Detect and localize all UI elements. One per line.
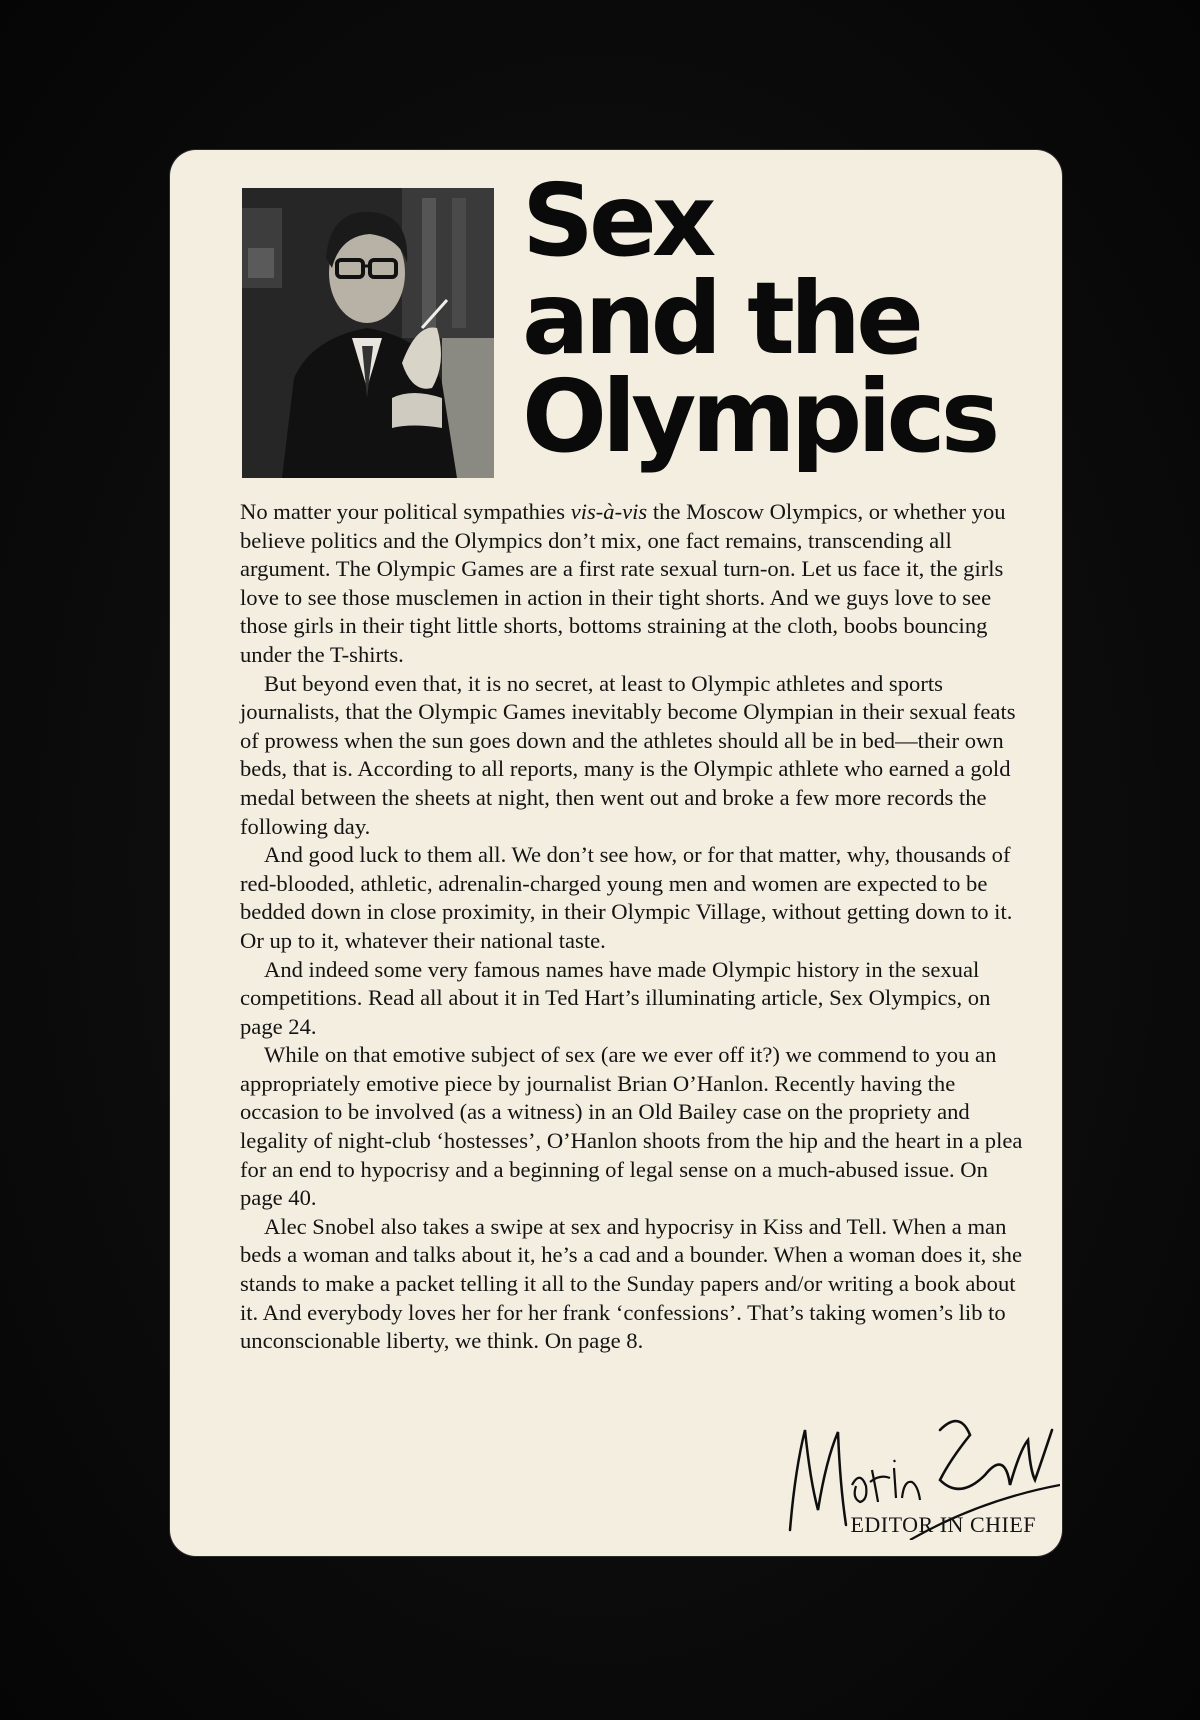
editorial-card: [170, 150, 1062, 1556]
headline: [522, 162, 1042, 475]
headline-line-1: Sex: [522, 162, 712, 279]
vis-a-vis-emphasis: vis-à-vis: [570, 499, 648, 524]
editorial-body: [240, 498, 1030, 1356]
paragraph-6: Alec Snobel also takes a swipe at sex and hypocrisy in Kiss and Tell. When a man beds a woman and talks about it, he’s a cad and a bounder. When a woman does it, she stands to make a packet telling it all to the Sunday papers and/or writing a book about it. And everybody loves her for her frank ‘confessions’. That’s taking women’s lib to unconscionable liberty, we think. On page 8.: [240, 1213, 1022, 1354]
paragraph-3: And good luck to them all. We don’t see how, or for that matter, why, thousands of red-blooded, athletic, adrenalin-charged young men and women are expected to be bedded down in close proximity, in their Olympic Village, without getting down to it. Or up to it, whatever their national taste.: [240, 842, 1013, 953]
editor-photo: [242, 188, 494, 478]
paragraph-2: But beyond even that, it is no secret, at least to Olympic athletes and sports journalists, that the Olympic Games inevitably become Olympian in their sexual feats of prowess when the sun goes down and the athletes should all be in bed—their own beds, that is. According to all reports, many is the Olympic athlete who earned a gold medal between the sheets at night, then went out and broke a few more records the following day.: [240, 670, 1016, 839]
paragraph-1: No matter your political sympathies vis-à-vis the Moscow Olympics, or whether you believe politics and the Olympics don’t mix, one fact remains, transcending all argument. The Olympic Games are a first rate sexual turn-on. Let us face it, the girls love to see those musclemen in action in their tight shorts. And we guys love to see those girls in their tight little shorts, bottoms straining at the cloth, boobs bouncing under the T-shirts.: [240, 499, 1006, 667]
headline-line-2: and the: [522, 260, 919, 377]
byline-title: EDITOR IN CHIEF: [850, 1512, 1036, 1537]
headline-line-3: Olympics: [522, 358, 996, 475]
paragraph-4: And indeed some very famous names have made Olympic history in the sexual competitions. Read all about it in Ted Hart’s illuminating article, Sex Olympics, on page 24.: [240, 956, 991, 1039]
paragraph-5: While on that emotive subject of sex (are we ever off it?) we commend to you an appropriately emotive piece by journalist Brian O’Hanlon. Recently having the occasion to be involved (as a witness) in an Old Bailey case on the propriety and legality of night-club ‘hostesses’, O’Hanlon shoots from the hip and the heart in a plea for an end to hypocrisy and a beginning of legal sense on a much-abused issue. On page 40.: [240, 1042, 1023, 1211]
